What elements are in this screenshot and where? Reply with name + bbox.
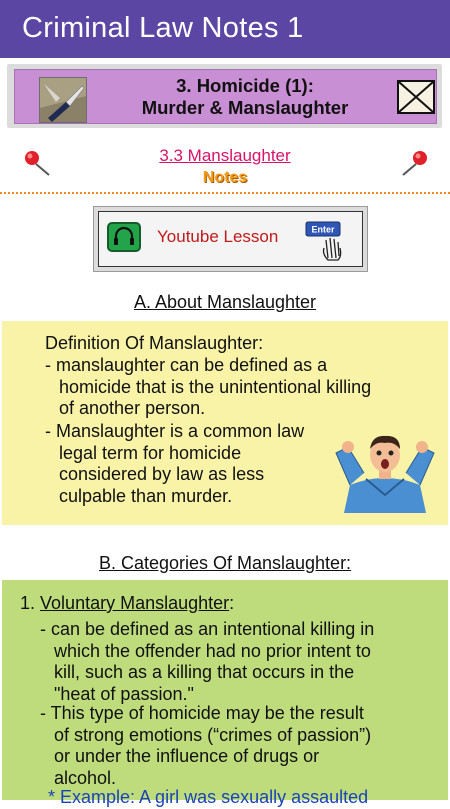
voluntary-bullet-2-line: - This type of homicide may be the result	[40, 703, 364, 723]
section-b-panel	[2, 580, 448, 807]
enter-key-label: Enter	[311, 224, 335, 235]
chapter-header-inner	[14, 69, 437, 124]
example-line: * Example: A girl was sexually assaulted	[48, 787, 369, 807]
definition-bullet-2-line: culpable than murder.	[59, 485, 233, 506]
section-b-heading	[0, 553, 450, 574]
voluntary-bullet-2-line: alcohol.	[54, 767, 117, 788]
voluntary-manslaughter-title: Voluntary Manslaughter	[40, 593, 230, 613]
chapter-title-line1: 3. Homicide (1):	[176, 75, 314, 96]
chapter-header	[7, 64, 442, 128]
app-bar	[0, 0, 450, 58]
chapter-title	[105, 75, 385, 119]
voluntary-bullet-2-line: or under the influence of drugs or	[54, 746, 320, 766]
category-item-1-number: 1.	[20, 593, 36, 613]
voluntary-bullet-2-line: of strong emotions (“crimes of passion”)	[54, 724, 372, 745]
shocked-person-illustration	[326, 433, 444, 513]
notes-label: Notes	[202, 169, 248, 186]
section-a-heading	[0, 292, 450, 313]
voluntary-bullet-1-line: kill, such as a killing that occurs in the	[54, 662, 355, 682]
voluntary-bullet-1-line: which the offender had no prior intent to	[54, 640, 371, 661]
enter-key-hand-icon	[304, 218, 354, 262]
definition-bullet-1-line: of another person.	[59, 398, 206, 418]
voluntary-bullet-1	[40, 619, 374, 705]
chapter-title-line2: Murder & Manslaughter	[141, 97, 349, 118]
definition-bullet-2-line: legal term for homicide	[59, 442, 242, 463]
youtube-lesson-inner[interactable]	[98, 211, 363, 267]
subsection-title[interactable]	[0, 146, 450, 166]
category-item-1-title	[20, 593, 234, 615]
voluntary-bullet-1-line: "heat of passion."	[54, 683, 194, 704]
definition-bullet-2	[45, 421, 304, 507]
voluntary-bullet-2	[40, 703, 371, 789]
definition-bullet-1	[45, 355, 371, 420]
category-item-1-colon: :	[229, 593, 235, 613]
voluntary-bullet-1-line: - can be defined as an intentional killing in	[40, 619, 375, 639]
headset-icon	[107, 222, 141, 252]
subsection-title-text[interactable]: 3.3 Manslaughter	[159, 146, 291, 165]
app-title: Criminal Law Notes 1	[22, 12, 304, 44]
section-b-heading-text: B. Categories Of Manslaughter:	[98, 553, 352, 573]
knife-thumbnail-icon	[39, 77, 87, 123]
section-a-heading-text: A. About Manslaughter	[133, 292, 317, 312]
definition-bullet-1-line: homicide that is the unintentional killing	[59, 376, 372, 397]
youtube-lesson-button[interactable]	[93, 206, 368, 272]
definition-title: Definition Of Manslaughter:	[45, 333, 264, 353]
definition-bullet-2-line: considered by law as less	[59, 464, 265, 484]
youtube-lesson-label: Youtube Lesson	[157, 227, 279, 246]
definition-bullet-1-line: - manslaughter can be defined as a	[45, 355, 328, 375]
dotted-divider	[0, 192, 450, 196]
definition-bullet-2-line: - Manslaughter is a common law	[45, 421, 305, 441]
close-x-icon[interactable]	[397, 80, 435, 114]
